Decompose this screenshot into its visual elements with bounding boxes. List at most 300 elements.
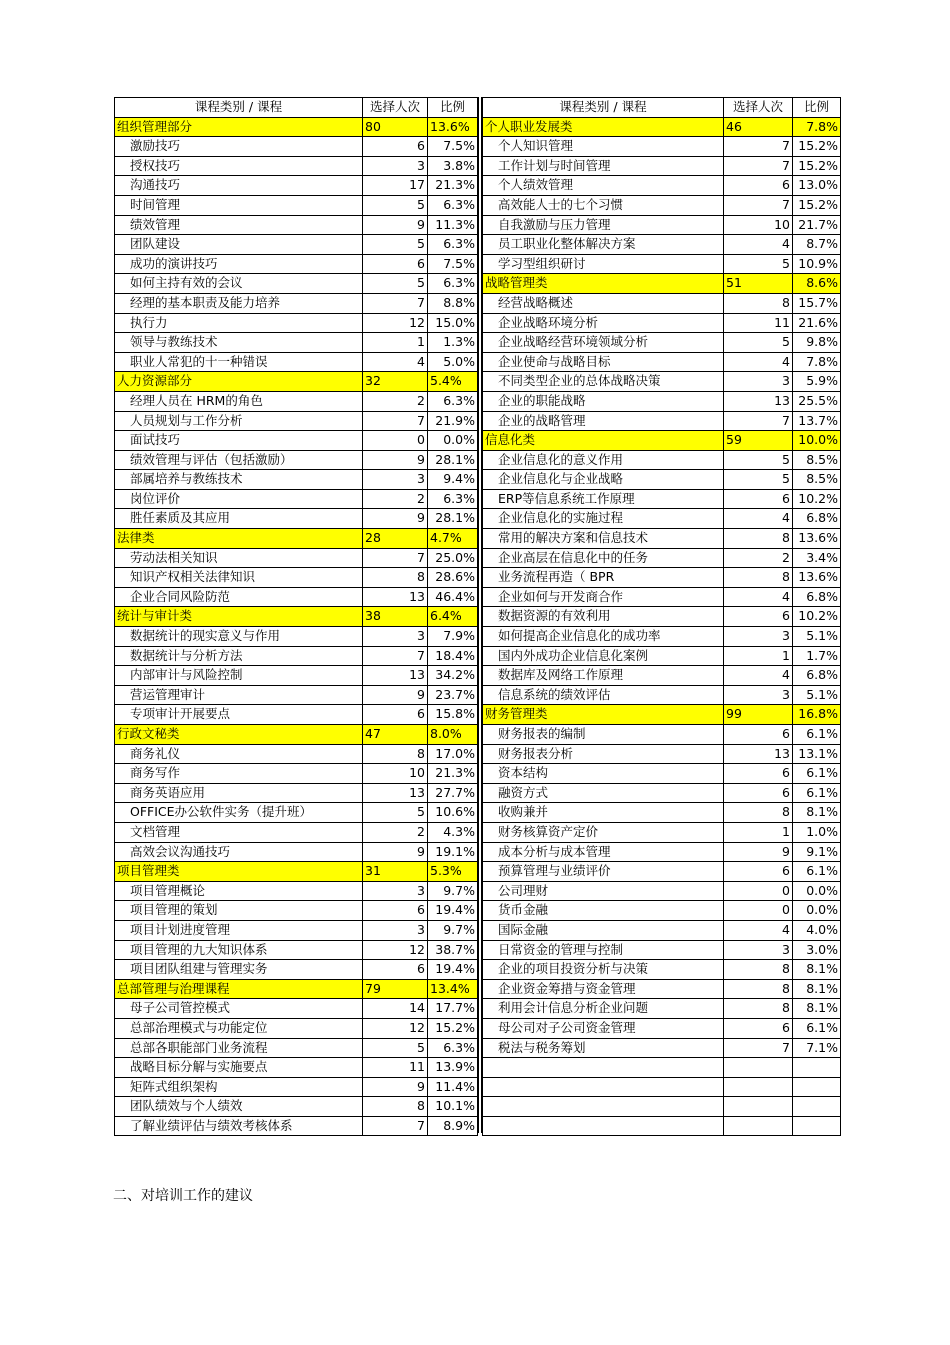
- ratio-value: 9.8%: [793, 333, 841, 353]
- course-name: 企业如何与开发商合作: [483, 587, 724, 607]
- right-course-table: [482, 97, 841, 1136]
- course-row: [115, 627, 478, 647]
- course-name: 团队建设: [115, 235, 363, 255]
- course-name: 财务核算资产定价: [483, 822, 724, 842]
- course-row: [115, 803, 478, 823]
- ratio-value: 8.1%: [793, 803, 841, 823]
- course-name: 总部各职能部门业务流程: [115, 1038, 363, 1058]
- course-row: [115, 920, 478, 940]
- ratio-value: 13.7%: [793, 411, 841, 431]
- selection-count: 6: [724, 862, 793, 882]
- left-table-body: [115, 117, 478, 1136]
- course-row: [483, 411, 841, 431]
- ratio-value: 6.3%: [428, 195, 478, 215]
- selection-count: 12: [363, 1018, 428, 1038]
- ratio-value: 6.1%: [793, 783, 841, 803]
- course-row: [115, 195, 478, 215]
- course-name: [483, 1077, 724, 1097]
- ratio-value: 6.3%: [428, 391, 478, 411]
- course-row: [483, 372, 841, 392]
- course-name: 信息系统的绩效评估: [483, 685, 724, 705]
- selection-count: [724, 1058, 793, 1078]
- course-name: 胜任素质及其应用: [115, 509, 363, 529]
- selection-count: 9: [363, 842, 428, 862]
- course-row: [115, 666, 478, 686]
- right-header-row: [483, 98, 841, 118]
- category-name: 人力资源部分: [115, 372, 363, 392]
- course-name: [483, 1116, 724, 1136]
- course-row: [115, 215, 478, 235]
- course-row: [115, 391, 478, 411]
- selection-count: 8: [363, 568, 428, 588]
- ratio-value: 15.8%: [428, 705, 478, 725]
- course-name: 员工职业化整体解决方案: [483, 235, 724, 255]
- selection-count: 13: [363, 783, 428, 803]
- course-row: [483, 333, 841, 353]
- course-name: 学习型组织研讨: [483, 254, 724, 274]
- course-row: [115, 333, 478, 353]
- selection-count: 31: [363, 862, 428, 882]
- ratio-value: 28.6%: [428, 568, 478, 588]
- ratio-value: 28.1%: [428, 509, 478, 529]
- ratio-value: 13.4%: [428, 979, 478, 999]
- course-row: [483, 764, 841, 784]
- selection-count: 8: [724, 293, 793, 313]
- course-name: 高效能人士的七个习惯: [483, 195, 724, 215]
- ratio-value: 13.1%: [793, 744, 841, 764]
- course-row: [483, 881, 841, 901]
- ratio-value: 10.2%: [793, 489, 841, 509]
- course-name: 企业高层在信息化中的任务: [483, 548, 724, 568]
- course-row: [115, 764, 478, 784]
- selection-count: 38: [363, 607, 428, 627]
- selection-count: 5: [724, 450, 793, 470]
- course-name: 如何提高企业信息化的成功率: [483, 627, 724, 647]
- course-name: ERP等信息系统工作原理: [483, 489, 724, 509]
- selection-count: 9: [724, 842, 793, 862]
- ratio-value: 10.9%: [793, 254, 841, 274]
- header-selection-count: 选择人次: [363, 98, 428, 118]
- selection-count: 13: [363, 587, 428, 607]
- course-name: 战略目标分解与实施要点: [115, 1058, 363, 1078]
- selection-count: 4: [724, 920, 793, 940]
- course-row: [115, 470, 478, 490]
- category-row: [483, 705, 841, 725]
- course-name: 商务英语应用: [115, 783, 363, 803]
- ratio-value: 13.6%: [428, 117, 478, 137]
- course-name: 总部治理模式与功能定位: [115, 1018, 363, 1038]
- course-row: [115, 646, 478, 666]
- course-row: [483, 529, 841, 549]
- course-name: 母公司对子公司资金管理: [483, 1018, 724, 1038]
- course-row: [483, 1116, 841, 1136]
- ratio-value: 8.1%: [793, 960, 841, 980]
- ratio-value: 38.7%: [428, 940, 478, 960]
- ratio-value: 3.4%: [793, 548, 841, 568]
- ratio-value: [793, 1058, 841, 1078]
- ratio-value: 13.0%: [793, 176, 841, 196]
- selection-count: 6: [363, 960, 428, 980]
- course-name: 企业信息化的实施过程: [483, 509, 724, 529]
- selection-count: 4: [724, 235, 793, 255]
- course-row: [115, 352, 478, 372]
- course-row: [115, 940, 478, 960]
- ratio-value: 6.3%: [428, 274, 478, 294]
- selection-count: 3: [724, 685, 793, 705]
- course-row: [483, 685, 841, 705]
- course-row: [483, 960, 841, 980]
- ratio-value: 15.0%: [428, 313, 478, 333]
- course-row: [115, 176, 478, 196]
- course-name: 如何主持有效的会议: [115, 274, 363, 294]
- course-name: 了解业绩评估与绩效考核体系: [115, 1116, 363, 1136]
- ratio-value: 15.2%: [428, 1018, 478, 1038]
- selection-count: 6: [724, 783, 793, 803]
- course-name: 绩效管理: [115, 215, 363, 235]
- course-row: [483, 920, 841, 940]
- ratio-value: [793, 1116, 841, 1136]
- selection-count: 2: [724, 548, 793, 568]
- ratio-value: 19.4%: [428, 901, 478, 921]
- course-row: [115, 254, 478, 274]
- ratio-value: 21.3%: [428, 176, 478, 196]
- selection-count: 3: [363, 881, 428, 901]
- course-row: [115, 411, 478, 431]
- ratio-value: 25.5%: [793, 391, 841, 411]
- ratio-value: 10.2%: [793, 607, 841, 627]
- category-row: [115, 725, 478, 745]
- selection-count: 46: [724, 117, 793, 137]
- ratio-value: 15.2%: [793, 195, 841, 215]
- ratio-value: 19.1%: [428, 842, 478, 862]
- selection-count: 6: [724, 489, 793, 509]
- left-header-row: [115, 98, 478, 118]
- ratio-value: 7.1%: [793, 1038, 841, 1058]
- course-name: 工作计划与时间管理: [483, 156, 724, 176]
- ratio-value: 5.9%: [793, 372, 841, 392]
- ratio-value: 6.8%: [793, 587, 841, 607]
- selection-count: 9: [363, 685, 428, 705]
- course-name: 税法与税务筹划: [483, 1038, 724, 1058]
- course-name: 日常资金的管理与控制: [483, 940, 724, 960]
- course-row: [483, 822, 841, 842]
- category-row: [115, 607, 478, 627]
- course-row: [115, 1038, 478, 1058]
- selection-count: 6: [724, 764, 793, 784]
- ratio-value: 21.6%: [793, 313, 841, 333]
- course-name: 资本结构: [483, 764, 724, 784]
- selection-count: 80: [363, 117, 428, 137]
- left-course-table: [114, 97, 478, 1136]
- course-row: [115, 685, 478, 705]
- course-row: [483, 999, 841, 1019]
- selection-count: 32: [363, 372, 428, 392]
- header-course-category: 课程类别 / 课程: [115, 98, 363, 118]
- ratio-value: 34.2%: [428, 666, 478, 686]
- selection-count: 6: [724, 176, 793, 196]
- selection-count: 6: [363, 137, 428, 157]
- course-row: [483, 862, 841, 882]
- course-name: 人员规划与工作分析: [115, 411, 363, 431]
- course-name: 个人知识管理: [483, 137, 724, 157]
- selection-count: 12: [363, 313, 428, 333]
- course-name: 利用会计信息分析企业问题: [483, 999, 724, 1019]
- ratio-value: 6.8%: [793, 509, 841, 529]
- course-name: 财务报表分析: [483, 744, 724, 764]
- selection-count: 5: [363, 195, 428, 215]
- selection-count: 99: [724, 705, 793, 725]
- course-name: 数据资源的有效利用: [483, 607, 724, 627]
- category-row: [483, 274, 841, 294]
- selection-count: 7: [363, 411, 428, 431]
- ratio-value: 4.0%: [793, 920, 841, 940]
- selection-count: 6: [724, 725, 793, 745]
- course-row: [115, 509, 478, 529]
- course-row: [483, 509, 841, 529]
- category-row: [115, 979, 478, 999]
- selection-count: 2: [363, 489, 428, 509]
- course-name: 团队绩效与个人绩效: [115, 1097, 363, 1117]
- course-row: [483, 313, 841, 333]
- course-name: 劳动法相关知识: [115, 548, 363, 568]
- ratio-value: 21.3%: [428, 764, 478, 784]
- course-name: 数据统计与分析方法: [115, 646, 363, 666]
- ratio-value: 8.8%: [428, 293, 478, 313]
- ratio-value: 1.3%: [428, 333, 478, 353]
- course-row: [115, 1116, 478, 1136]
- course-name: 企业合同风险防范: [115, 587, 363, 607]
- ratio-value: 11.4%: [428, 1077, 478, 1097]
- category-row: [483, 431, 841, 451]
- selection-count: 2: [363, 822, 428, 842]
- ratio-value: 5.1%: [793, 627, 841, 647]
- course-name: 部属培养与教练技术: [115, 470, 363, 490]
- course-name: 文档管理: [115, 822, 363, 842]
- selection-count: 3: [363, 920, 428, 940]
- ratio-value: 1.7%: [793, 646, 841, 666]
- ratio-value: 13.6%: [793, 568, 841, 588]
- course-name: 经理人员在 HRM的角色: [115, 391, 363, 411]
- selection-count: 0: [724, 881, 793, 901]
- course-row: [483, 607, 841, 627]
- ratio-value: 17.0%: [428, 744, 478, 764]
- course-name: 面试技巧: [115, 431, 363, 451]
- ratio-value: 8.0%: [428, 725, 478, 745]
- course-row: [483, 489, 841, 509]
- ratio-value: 15.7%: [793, 293, 841, 313]
- ratio-value: 7.8%: [793, 352, 841, 372]
- course-row: [115, 137, 478, 157]
- selection-count: 17: [363, 176, 428, 196]
- course-name: 内部审计与风险控制: [115, 666, 363, 686]
- course-row: [483, 568, 841, 588]
- header-ratio: 比例: [428, 98, 478, 118]
- ratio-value: 1.0%: [793, 822, 841, 842]
- ratio-value: [793, 1077, 841, 1097]
- course-row: [115, 1018, 478, 1038]
- course-name: 企业信息化的意义作用: [483, 450, 724, 470]
- ratio-value: 8.9%: [428, 1116, 478, 1136]
- course-row: [483, 744, 841, 764]
- ratio-value: 17.7%: [428, 999, 478, 1019]
- category-name: 组织管理部分: [115, 117, 363, 137]
- ratio-value: 4.3%: [428, 822, 478, 842]
- course-name: 预算管理与业绩评价: [483, 862, 724, 882]
- selection-count: 7: [724, 1038, 793, 1058]
- selection-count: [724, 1077, 793, 1097]
- selection-count: 28: [363, 529, 428, 549]
- header-ratio: 比例: [793, 98, 841, 118]
- selection-count: 1: [724, 646, 793, 666]
- selection-count: 6: [363, 901, 428, 921]
- selection-count: 9: [363, 215, 428, 235]
- selection-count: 7: [363, 1116, 428, 1136]
- course-row: [115, 548, 478, 568]
- course-row: [483, 293, 841, 313]
- course-row: [483, 666, 841, 686]
- category-name: 总部管理与治理课程: [115, 979, 363, 999]
- selection-count: 10: [363, 764, 428, 784]
- course-row: [115, 744, 478, 764]
- selection-count: 13: [363, 666, 428, 686]
- course-name: 企业信息化与企业战略: [483, 470, 724, 490]
- ratio-value: 5.1%: [793, 685, 841, 705]
- selection-count: 13: [724, 391, 793, 411]
- course-name: 项目管理概论: [115, 881, 363, 901]
- course-name: 财务报表的编制: [483, 725, 724, 745]
- category-row: [483, 117, 841, 137]
- course-name: 成本分析与成本管理: [483, 842, 724, 862]
- ratio-value: 21.9%: [428, 411, 478, 431]
- course-name: 企业的职能战略: [483, 391, 724, 411]
- course-name: 沟通技巧: [115, 176, 363, 196]
- ratio-value: 7.9%: [428, 627, 478, 647]
- course-name: 项目团队组建与管理实务: [115, 960, 363, 980]
- selection-count: 6: [363, 254, 428, 274]
- category-name: 统计与审计类: [115, 607, 363, 627]
- course-row: [483, 195, 841, 215]
- course-row: [483, 940, 841, 960]
- course-row: [483, 783, 841, 803]
- course-row: [115, 842, 478, 862]
- course-row: [483, 156, 841, 176]
- selection-count: 0: [363, 431, 428, 451]
- selection-count: [724, 1116, 793, 1136]
- ratio-value: 23.7%: [428, 685, 478, 705]
- course-row: [483, 470, 841, 490]
- header-course-category: 课程类别 / 课程: [483, 98, 724, 118]
- ratio-value: 25.0%: [428, 548, 478, 568]
- course-row: [115, 1097, 478, 1117]
- ratio-value: 4.7%: [428, 529, 478, 549]
- selection-count: 9: [363, 509, 428, 529]
- selection-count: 6: [724, 1018, 793, 1038]
- course-row: [483, 1018, 841, 1038]
- selection-count: 5: [724, 254, 793, 274]
- course-row: [115, 313, 478, 333]
- course-name: 常用的解决方案和信息技术: [483, 529, 724, 549]
- ratio-value: 0.0%: [793, 901, 841, 921]
- selection-count: 3: [724, 940, 793, 960]
- course-row: [115, 587, 478, 607]
- selection-count: 4: [724, 352, 793, 372]
- selection-count: 7: [724, 156, 793, 176]
- selection-count: 1: [724, 822, 793, 842]
- course-row: [115, 489, 478, 509]
- selection-count: 5: [724, 470, 793, 490]
- category-name: 个人职业发展类: [483, 117, 724, 137]
- course-row: [483, 176, 841, 196]
- ratio-value: 3.0%: [793, 940, 841, 960]
- category-name: 战略管理类: [483, 274, 724, 294]
- course-row: [483, 391, 841, 411]
- course-name: 矩阵式组织架构: [115, 1077, 363, 1097]
- ratio-value: 10.0%: [793, 431, 841, 451]
- course-row: [115, 783, 478, 803]
- ratio-value: 7.5%: [428, 254, 478, 274]
- course-name: 时间管理: [115, 195, 363, 215]
- selection-count: 8: [724, 529, 793, 549]
- course-name: [483, 1097, 724, 1117]
- course-name: 专项审计开展要点: [115, 705, 363, 725]
- course-name: 收购兼并: [483, 803, 724, 823]
- selection-count: 59: [724, 431, 793, 451]
- category-name: 财务管理类: [483, 705, 724, 725]
- course-name: 公司理财: [483, 881, 724, 901]
- course-name: 职业人常犯的十一种错误: [115, 352, 363, 372]
- selection-count: 11: [724, 313, 793, 333]
- course-row: [483, 254, 841, 274]
- course-row: [115, 450, 478, 470]
- course-row: [115, 705, 478, 725]
- course-name: 数据库及网络工作原理: [483, 666, 724, 686]
- course-name: 企业战略环境分析: [483, 313, 724, 333]
- selection-count: 3: [363, 470, 428, 490]
- right-table-body: [483, 117, 841, 1136]
- course-statistics-tables: [114, 97, 840, 1133]
- course-name: 高效会议沟通技巧: [115, 842, 363, 862]
- category-row: [115, 862, 478, 882]
- course-row: [483, 901, 841, 921]
- header-selection-count: 选择人次: [724, 98, 793, 118]
- course-name: 经理的基本职责及能力培养: [115, 293, 363, 313]
- course-name: 企业使命与战略目标: [483, 352, 724, 372]
- selection-count: 5: [363, 1038, 428, 1058]
- course-row: [483, 1077, 841, 1097]
- ratio-value: 6.4%: [428, 607, 478, 627]
- selection-count: 9: [363, 1077, 428, 1097]
- ratio-value: 13.6%: [793, 529, 841, 549]
- course-name: 业务流程再造（ BPR: [483, 568, 724, 588]
- course-row: [115, 960, 478, 980]
- course-name: 企业资金筹措与资金管理: [483, 979, 724, 999]
- selection-count: 5: [363, 235, 428, 255]
- course-name: 不同类型企业的总体战略决策: [483, 372, 724, 392]
- ratio-value: 8.1%: [793, 999, 841, 1019]
- selection-count: 7: [363, 293, 428, 313]
- course-row: [115, 999, 478, 1019]
- selection-count: 8: [724, 999, 793, 1019]
- ratio-value: 6.1%: [793, 725, 841, 745]
- ratio-value: 8.6%: [793, 274, 841, 294]
- selection-count: 8: [724, 979, 793, 999]
- ratio-value: 27.7%: [428, 783, 478, 803]
- ratio-value: 6.3%: [428, 235, 478, 255]
- course-row: [483, 842, 841, 862]
- selection-count: 6: [724, 607, 793, 627]
- ratio-value: 5.0%: [428, 352, 478, 372]
- course-row: [483, 627, 841, 647]
